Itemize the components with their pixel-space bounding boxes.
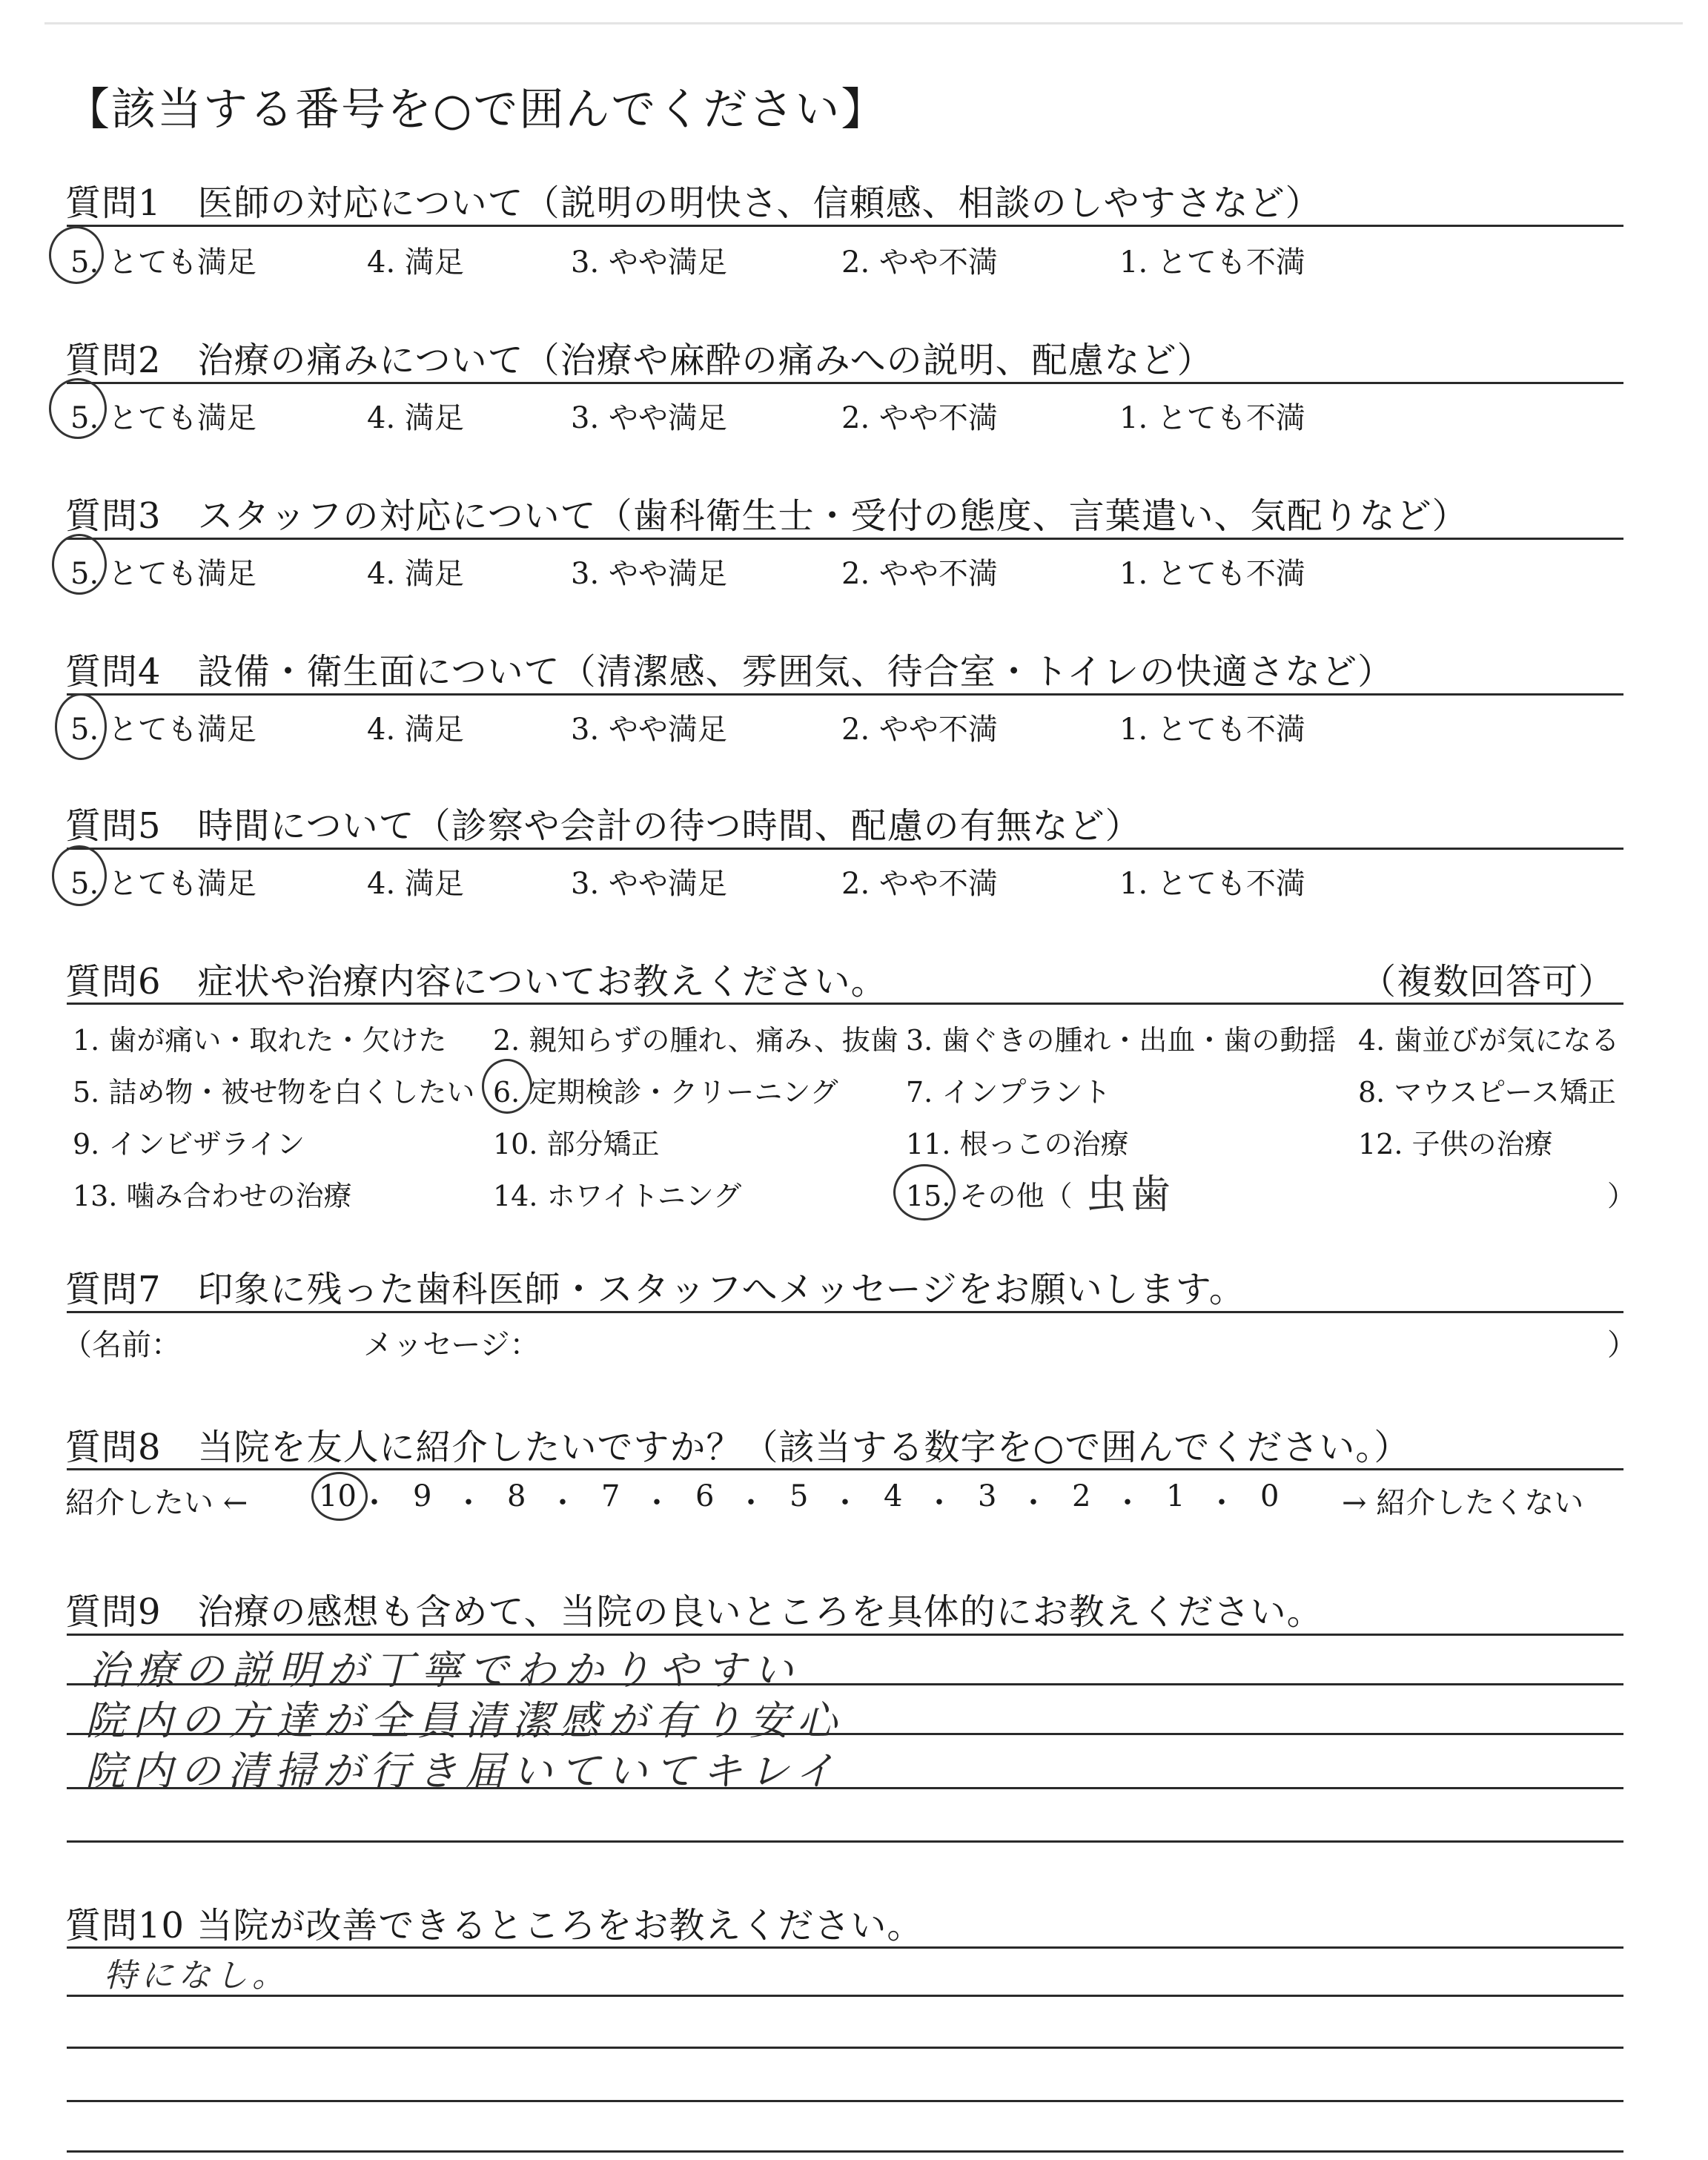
answer-line — [67, 2150, 1623, 2153]
question-title: 質問3 スタッフの対応について（歯科衛生士・受付の態度、言葉遣い、気配りなど） — [65, 495, 1469, 537]
option-4[interactable]: 4. 満足 — [367, 401, 464, 435]
selection-circle — [55, 693, 107, 760]
divider — [67, 1634, 1623, 1636]
scale-value-6[interactable]: 6 — [695, 1479, 715, 1513]
instruction-header: 【該当する番号を○で囲んでください】 — [65, 84, 887, 136]
message-label: メッセージ： — [363, 1328, 540, 1362]
not-recommend-label: → 紹介したくない — [1342, 1486, 1584, 1520]
q6-item-1[interactable]: 1. 歯が痛い・取れた・欠けた — [73, 1024, 447, 1057]
other-answer-handwritten: 虫歯 — [1086, 1171, 1175, 1218]
selection-circle — [311, 1472, 368, 1521]
option-3[interactable]: 3. やや満足 — [571, 245, 727, 280]
divider — [67, 1311, 1623, 1313]
option-4[interactable]: 4. 満足 — [367, 557, 464, 591]
divider — [67, 1468, 1623, 1470]
divider — [67, 382, 1623, 384]
option-4[interactable]: 4. 満足 — [367, 867, 464, 901]
selection-circle — [52, 845, 107, 906]
close-paren: ） — [1607, 1328, 1637, 1362]
scale-value-3[interactable]: 3 — [978, 1479, 997, 1513]
scale-separator: ・ — [1019, 1486, 1048, 1520]
q6-item-8[interactable]: 8. マウスピース矯正 — [1358, 1076, 1616, 1109]
q6-item-13[interactable]: 13. 噛み合わせの治療 — [73, 1180, 352, 1212]
scale-value-7[interactable]: 7 — [601, 1479, 620, 1513]
selection-circle — [49, 226, 104, 284]
answer-line — [67, 2100, 1623, 2102]
scale-separator: ・ — [454, 1486, 483, 1520]
name-label: （名前： — [62, 1328, 181, 1362]
scale-value-0[interactable]: 0 — [1260, 1479, 1280, 1513]
option-5[interactable]: 5. とても満足 — [70, 401, 256, 435]
selection-circle — [52, 534, 107, 595]
q6-item-15[interactable]: 15. その他（ — [906, 1180, 1073, 1212]
option-1[interactable]: 1. とても不満 — [1119, 713, 1305, 747]
scale-value-4[interactable]: 4 — [884, 1479, 903, 1513]
question-title: 質問7 印象に残った歯科医師・スタッフへメッセージをお願いします。 — [65, 1269, 1245, 1310]
q6-item-6[interactable]: 6. 定期検診・クリーニング — [493, 1076, 838, 1109]
option-4[interactable]: 4. 満足 — [367, 713, 464, 747]
scale-value-9[interactable]: 9 — [413, 1479, 432, 1513]
question-title: 質問2 治療の痛みについて（治療や麻酔の痛みへの説明、配慮など） — [65, 340, 1214, 381]
handwritten-answer: 特になし。 — [104, 1957, 289, 1995]
divider — [67, 1946, 1623, 1949]
answer-line — [67, 2047, 1623, 2049]
q6-item-2[interactable]: 2. 親知らずの腫れ、痛み、抜歯 — [493, 1024, 898, 1057]
handwritten-answer: 治療の説明が丁寧でわかりやすい — [89, 1647, 801, 1694]
option-5[interactable]: 5. とても満足 — [70, 867, 256, 901]
scale-value-2[interactable]: 2 — [1072, 1479, 1091, 1513]
option-5[interactable]: 5. とても満足 — [70, 557, 256, 591]
divider — [67, 538, 1623, 540]
divider — [67, 848, 1623, 850]
divider — [67, 1003, 1623, 1005]
q6-item-14[interactable]: 14. ホワイトニング — [493, 1180, 742, 1212]
option-3[interactable]: 3. やや満足 — [571, 557, 727, 591]
question-title: 質問4 設備・衛生面について（清潔感、雰囲気、待合室・トイレの快適さなど） — [65, 651, 1394, 693]
scale-separator: ・ — [830, 1486, 860, 1520]
option-5[interactable]: 5. とても満足 — [70, 713, 256, 747]
question-title: 質問8 当院を友人に紹介したいですか？（該当する数字を○で囲んでください。） — [65, 1427, 1411, 1468]
scale-separator: ・ — [1113, 1486, 1142, 1520]
answer-line — [67, 1995, 1623, 1997]
scale-separator: ・ — [924, 1486, 954, 1520]
q6-item-5[interactable]: 5. 詰め物・被せ物を白くしたい — [73, 1076, 475, 1109]
option-1[interactable]: 1. とても不満 — [1119, 557, 1305, 591]
option-1[interactable]: 1. とても不満 — [1119, 245, 1305, 280]
option-3[interactable]: 3. やや満足 — [571, 713, 727, 747]
option-1[interactable]: 1. とても不満 — [1119, 867, 1305, 901]
handwritten-answer: 院内の清掃が行き届いていてキレイ — [85, 1748, 842, 1794]
question-title: 質問9 治療の感想も含めて、当院の良いところを具体的にお教えください。 — [65, 1591, 1323, 1633]
q6-item-3[interactable]: 3. 歯ぐきの腫れ・出血・歯の動揺 — [906, 1024, 1337, 1057]
scale-separator: ・ — [548, 1486, 577, 1520]
divider — [67, 225, 1623, 227]
scale-separator: ・ — [1207, 1486, 1237, 1520]
selection-circle — [482, 1059, 532, 1114]
q6-item-7[interactable]: 7. インプラント — [906, 1076, 1111, 1109]
option-4[interactable]: 4. 満足 — [367, 245, 464, 280]
option-2[interactable]: 2. やや不満 — [841, 867, 998, 901]
scale-value-10[interactable]: 10 — [319, 1479, 357, 1513]
option-3[interactable]: 3. やや満足 — [571, 867, 727, 901]
option-3[interactable]: 3. やや満足 — [571, 401, 727, 435]
q6-item-11[interactable]: 11. 根っこの治療 — [906, 1128, 1129, 1160]
selection-circle — [893, 1164, 956, 1221]
option-2[interactable]: 2. やや不満 — [841, 401, 998, 435]
q6-item-4[interactable]: 4. 歯並びが気になる — [1358, 1024, 1620, 1057]
handwritten-answer: 院内の方達が全員清潔感が有り安心 — [85, 1697, 844, 1744]
question-title: 質問5 時間について（診察や会計の待つ時間、配慮の有無など） — [65, 805, 1142, 847]
top-border — [44, 22, 1683, 24]
question-title: 質問1 医師の対応について（説明の明快さ、信頼感、相談のしやすさなど） — [65, 182, 1322, 224]
recommend-label: 紹介したい ← — [65, 1486, 248, 1520]
other-close-paren: ） — [1607, 1180, 1636, 1212]
scale-separator: ・ — [360, 1486, 389, 1520]
answer-line — [67, 1840, 1623, 1843]
option-2[interactable]: 2. やや不満 — [841, 557, 998, 591]
divider — [67, 693, 1623, 696]
scale-separator: ・ — [642, 1486, 672, 1520]
scale-value-1[interactable]: 1 — [1166, 1479, 1185, 1513]
question-title: 質問10 当院が改善できるところをお教えください。 — [65, 1905, 924, 1946]
scale-value-8[interactable]: 8 — [507, 1479, 526, 1513]
scale-separator: ・ — [736, 1486, 766, 1520]
q6-item-9[interactable]: 9. インビザライン — [73, 1128, 305, 1160]
q6-item-10[interactable]: 10. 部分矯正 — [493, 1128, 660, 1160]
selection-circle — [49, 378, 107, 439]
multiple-answer-note: （複数回答可） — [1360, 961, 1615, 1003]
q6-item-12[interactable]: 12. 子供の治療 — [1358, 1128, 1553, 1160]
option-2[interactable]: 2. やや不満 — [841, 713, 998, 747]
question-title: 質問6 症状や治療内容についてお教えください。 — [65, 961, 887, 1003]
scale-value-5[interactable]: 5 — [790, 1479, 809, 1513]
option-2[interactable]: 2. やや不満 — [841, 245, 998, 280]
option-5[interactable]: 5. とても満足 — [70, 245, 256, 280]
option-1[interactable]: 1. とても不満 — [1119, 401, 1305, 435]
